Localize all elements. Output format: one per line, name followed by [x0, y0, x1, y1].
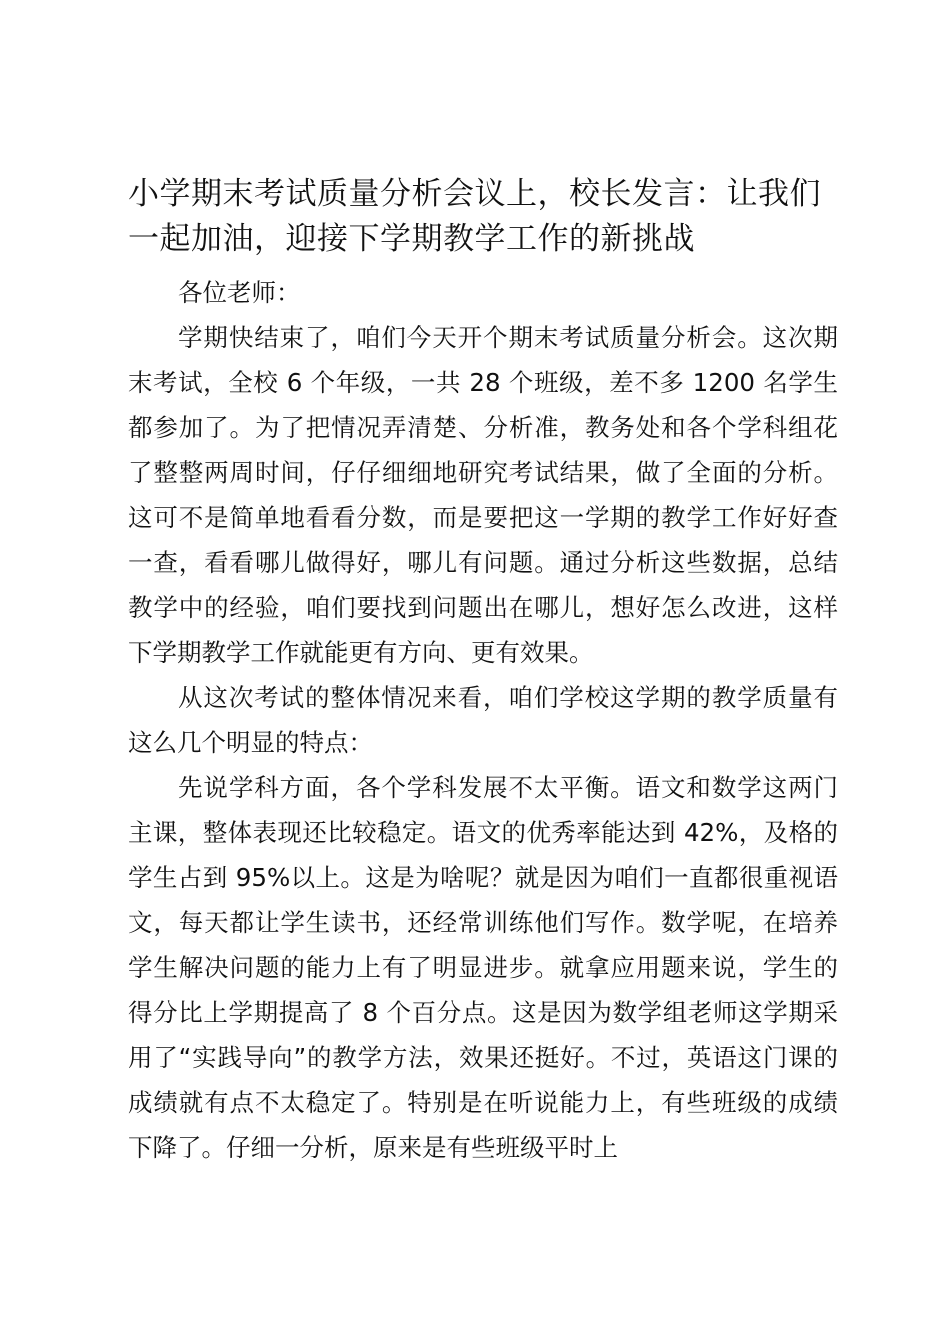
paragraph-3: 先说学科方面，各个学科发展不太平衡。语文和数学这两门主课，整体表现还比较稳定。语文的优秀率能达到 42%，及格的学生占到 95%以上。这是为啥呢？就是因为咱们一直都很重视语文，每天都让学生读书，还经常训练他们写作。数学呢，在培养学生解决问题的能力上有了明显进步。就拿应用题来说，学生的得分比上学期提高了 8 个百分点。这是因为数学组老师这学期采用了“实践导向”的教学方法，效果还挺好。不过，英语这门课的成绩就有点不太稳定了。特别是在听说能力上，有些班级的成绩下降了。仔细一分析，原来是有些班级平时上	[128, 773, 838, 1162]
paragraph-2: 从这次考试的整体情况来看，咱们学校这学期的教学质量有这么几个明显的特点：	[128, 683, 838, 757]
paragraph-1: 学期快结束了，咱们今天开个期末考试质量分析会。这次期末考试，全校 6 个年级，一共 28 个班级，差不多 1200 名学生都参加了。为了把情况弄清楚、分析准，教务处和各个学科组花了整整两周时间，仔仔细细地研究考试结果，做了全面的分析。这可不是简单地看看分数，而是要把这一学期的教学工作好好查一查，看看哪儿做得好，哪儿有问题。通过分析这些数据，总结教学中的经验，咱们要找到问题出在哪儿，想好怎么改进，这样下学期教学工作就能更有方向、更有效果。	[128, 323, 838, 667]
document-body	[128, 172, 838, 1170]
greeting: 各位老师：	[178, 278, 301, 307]
document-title: 小学期末考试质量分析会议上，校长发言：让我们一起加油，迎接下学期教学工作的新挑战	[128, 176, 821, 257]
